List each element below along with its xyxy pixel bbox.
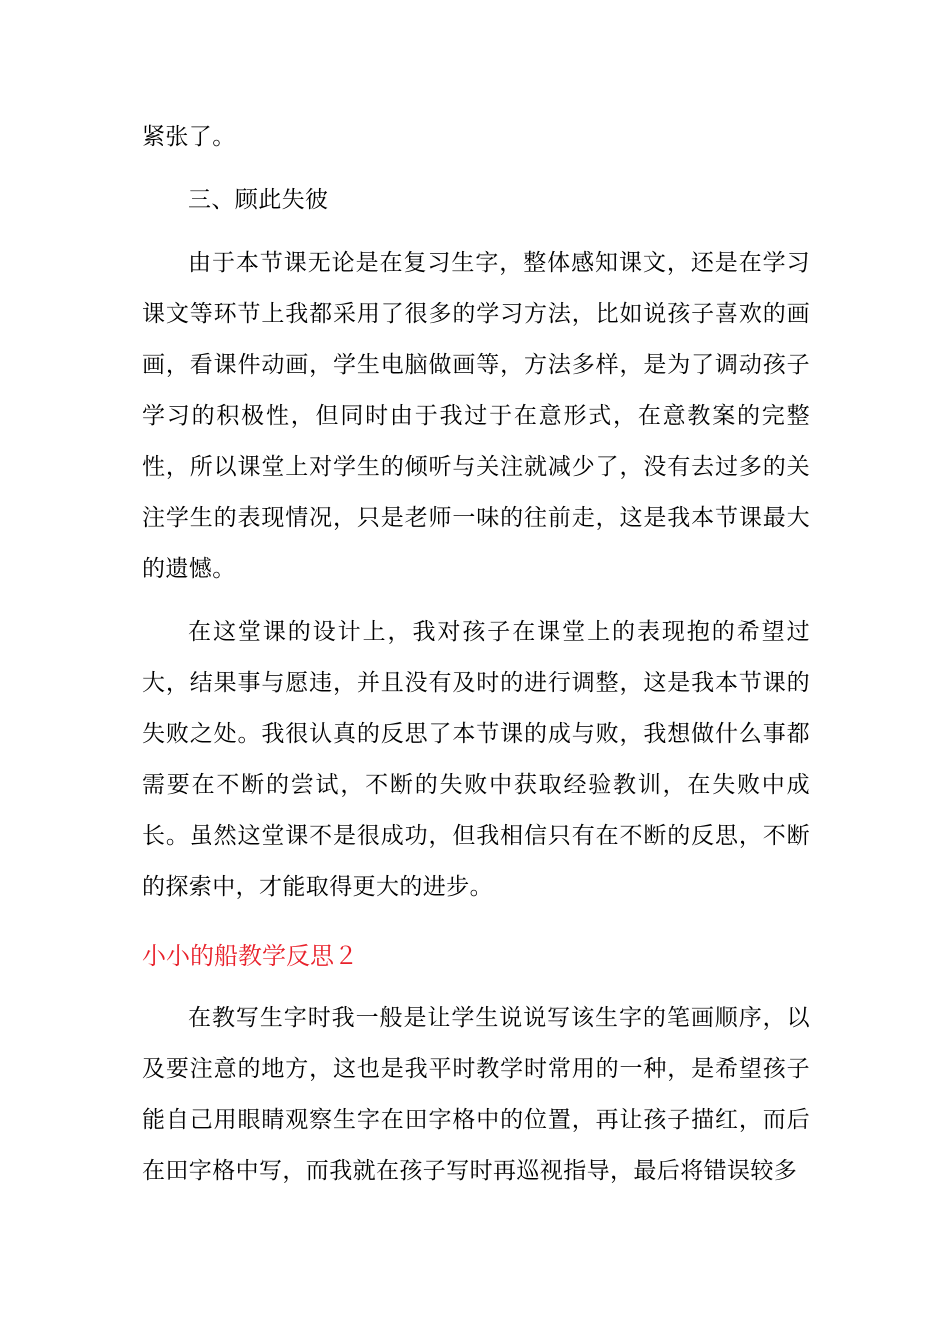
paragraph: 由于本节课无论是在复习生字，整体感知课文，还是在学习课文等环节上我都采用了很多的学习方法，比如说孩子喜欢的画画，看课件动画，学生电脑做画等，方法多样，是为了调动孩子学习的积极性，但同时由于我过于在意形式，在意教案的完整性，所以课堂上对学生的倾听与关注就减少了，没有去过多的关注学生的表现情况，只是老师一味的往前走，这是我本节课最大的遗憾。 bbox=[142, 250, 810, 582]
paragraph: 在教写生字时我一般是让学生说说写该生字的笔画顺序，以及要注意的地方，这也是我平时教学时常用的一种，是希望孩子能自己用眼睛观察生字在田字格中的位置，再让孩子描红，而后在田字格中写，而我就在孩子写时再巡视指导，最后将错误较多 bbox=[142, 1005, 810, 1184]
section-heading: 三、顾此失彼 bbox=[188, 187, 329, 213]
paragraph: 在这堂课的设计上，我对孩子在课堂上的表现抱的希望过大，结果事与愿违，并且没有及时的进行调整，这是我本节课的失败之处。我很认真的反思了本节课的成与败，我想做什么事都需要在不断的尝试，不断的失败中获取经验教训，在失败中成长。虽然这堂课不是很成功，但我相信只有在不断的反思，不断的探索中，才能取得更大的进步。 bbox=[142, 619, 810, 900]
article-title: 小小的船教学反思２ bbox=[142, 942, 358, 970]
document-body bbox=[142, 112, 810, 1197]
paragraph-continuation: 紧张了。 bbox=[142, 124, 236, 150]
